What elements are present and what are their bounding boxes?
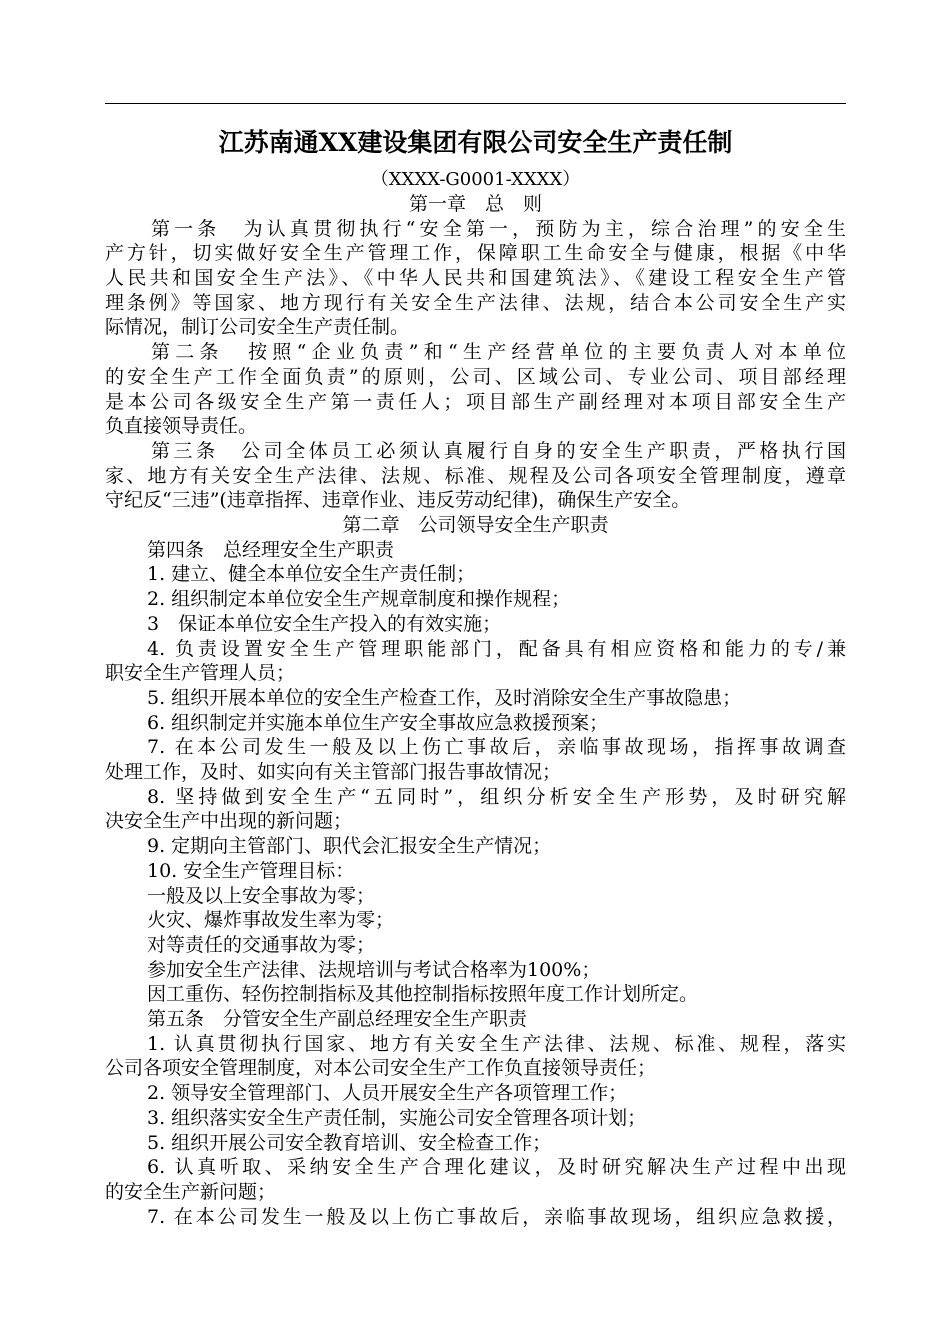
list-item: 9. 定期向主管部门、职代会汇报安全生产情况； (147, 835, 552, 858)
list-item: 8. 坚持做到安全生产“五同时”，组织分析安全生产形势，及时研究解 (147, 785, 846, 808)
body-line: 产方针，切实做好安全生产管理工作，保障职工生命安全与健康，根据《中华 (105, 242, 846, 265)
body-line: 守纪反“三违”(违章指挥、违章作业、违反劳动纪律)，确保生产安全。 (105, 489, 691, 512)
list-item: 10. 安全生产管理目标： (147, 859, 355, 882)
article-heading: 第五条 分管安全生产副总经理安全生产职责 (147, 1008, 528, 1031)
body-line: 际情况，制订公司安全生产责任制。 (105, 316, 410, 339)
list-item: 5. 组织开展公司安全教育培训、安全检查工作； (147, 1131, 552, 1154)
body-line: 负直接领导责任。 (105, 415, 258, 438)
list-item: 6. 组织制定并实施本单位生产安全事故应急救援预案； (147, 711, 609, 734)
document-title: 江苏南通XX建设集团有限公司安全生产责任制 (218, 128, 733, 157)
list-item-continued: 的安全生产新问题； (105, 1180, 277, 1203)
list-item: 2. 领导安全管理部门、人员开展安全生产各项管理工作； (147, 1082, 628, 1105)
header-rule (105, 103, 846, 104)
body-line: 是本公司各级安全生产第一责任人；项目部生产副经理对本项目部安全生产 (105, 390, 846, 413)
chapter-heading: 第二章 公司领导安全生产职责 (342, 514, 609, 536)
list-item: 5. 组织开展本单位的安全生产检查工作，及时消除安全生产事故隐患； (147, 686, 742, 709)
target-item: 一般及以上安全事故为零； (147, 884, 376, 907)
body-line: 人民共和国安全生产法》、《中华人民共和国建筑法》、《建设工程安全生产管 (105, 267, 846, 290)
chapter-heading: 第一章 总 则 (408, 193, 542, 215)
list-item: 6. 认真听取、采纳安全生产合理化建议，及时研究解决生产过程中出现 (147, 1156, 846, 1179)
body-line: 第一条 为认真贯彻执行“安全第一，预防为主，综合治理”的安全生 (151, 217, 846, 240)
list-item: 7. 在本公司发生一般及以上伤亡事故后，亲临事故现场，组织应急救援， (147, 1205, 846, 1228)
list-item: 1. 建立、健全本单位安全生产责任制； (147, 563, 476, 586)
body-line: 第三条 公司全体员工必须认真履行自身的安全生产职责，严格执行国 (151, 439, 846, 462)
list-item: 3. 组织落实安全生产责任制，实施公司安全管理各项计划； (147, 1106, 647, 1129)
list-item: 1. 认真贯彻执行国家、地方有关安全生产法律、法规、标准、规程，落实 (147, 1032, 846, 1055)
list-item-continued: 处理工作，及时、如实向有关主管部门报告事故情况； (105, 761, 562, 783)
list-item: 4. 负责设置安全生产管理职能部门，配备具有相应资格和能力的专/兼 (147, 637, 846, 660)
list-item-continued: 公司各项安全管理制度，对本公司安全生产工作负直接领导责任； (105, 1057, 657, 1080)
body-line: 理条例》等国家、地方现行有关安全生产法律、法规，结合本公司安全生产实 (105, 291, 846, 314)
target-item: 参加安全生产法律、法规培训与考试合格率为100%； (147, 958, 601, 981)
list-item-continued: 职安全生产管理人员； (105, 662, 296, 685)
article-heading: 第四条 总经理安全生产职责 (147, 538, 395, 561)
target-item: 火灾、爆炸事故发生率为零； (147, 909, 395, 932)
list-item: 7. 在本公司发生一般及以上伤亡事故后，亲临事故现场，指挥事故调查 (147, 736, 846, 759)
body-line: 的安全生产工作全面负责”的原则，公司、区域公司、专业公司、项目部经理 (105, 365, 846, 388)
list-item-continued: 决安全生产中出现的新问题； (105, 810, 353, 833)
body-line: 第二条 按照“企业负责”和“生产经营单位的主要负责人对本单位 (151, 341, 846, 364)
list-item: 2. 组织制定本单位安全生产规章制度和操作规程； (147, 588, 571, 611)
list-item: 3 保证本单位安全生产投入的有效实施； (147, 612, 502, 635)
body-line: 家、地方有关安全生产法律、法规、标准、规程及公司各项安全管理制度，遵章 (105, 464, 846, 487)
document-body (105, 192, 846, 1229)
document-code: （XXXX-G0001-XXXX） (370, 169, 581, 190)
target-item: 对等责任的交通事故为零； (147, 933, 376, 956)
target-item: 因工重伤、轻伤控制指标及其他控制指标按照年度工作计划所定。 (147, 983, 699, 1006)
